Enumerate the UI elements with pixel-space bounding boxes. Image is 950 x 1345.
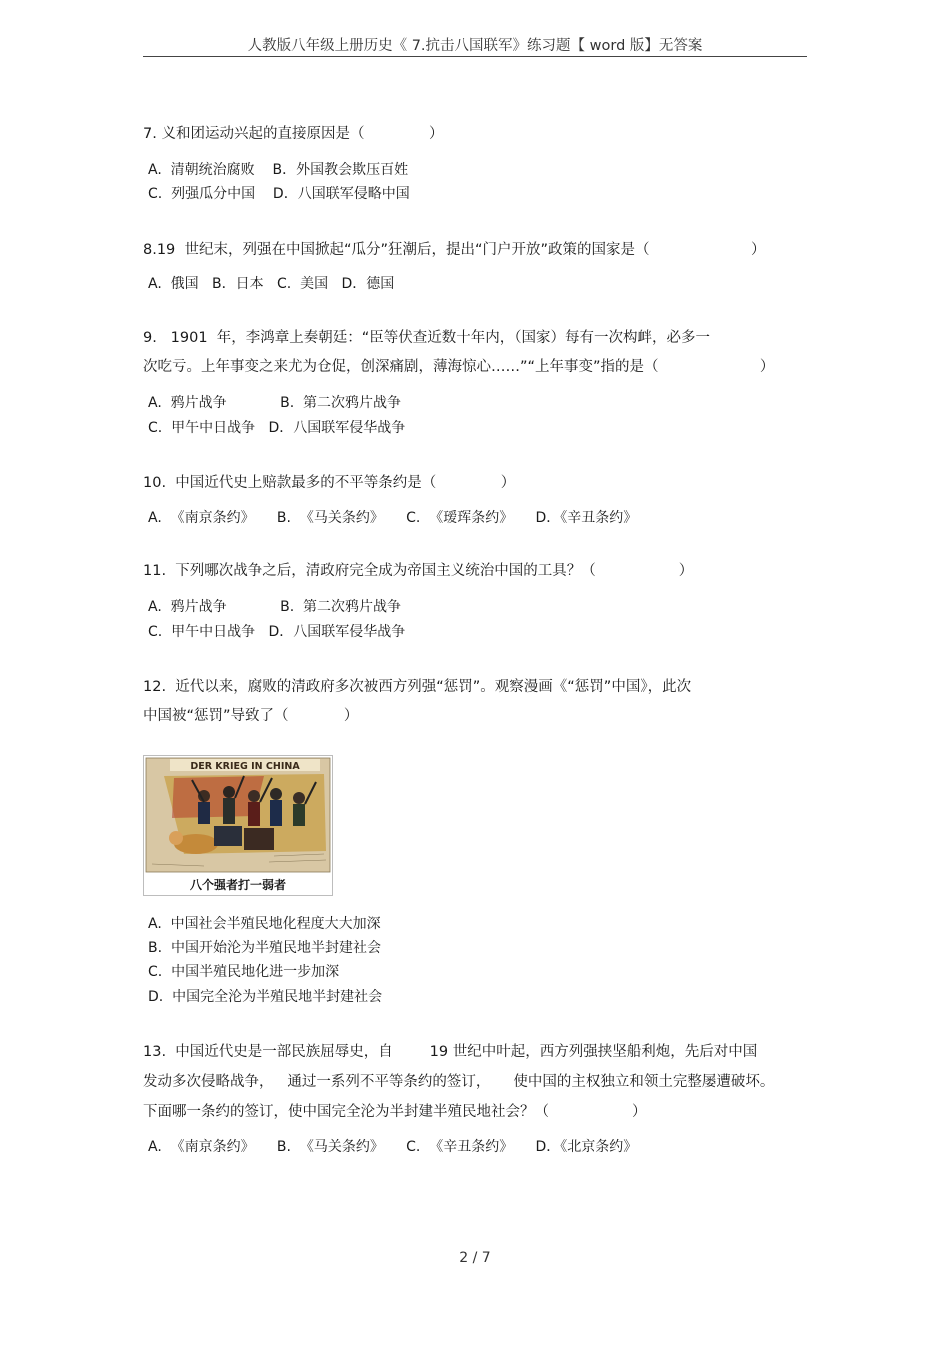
cartoon-caption: 八个强者打一弱者 bbox=[189, 878, 287, 892]
question-13-options-row1: A. 《南京条约》 B. 《马关条约》 C. 《辛丑条约》 D．《北京条约》 bbox=[148, 1139, 638, 1155]
question-7-stem: 7. 义和团运动兴起的直接原因是（ ） bbox=[143, 126, 444, 142]
cartoon-banner-text: DER KRIEG IN CHINA bbox=[190, 761, 300, 772]
question-9-stem-line2: 次吃亏。上年事变之来尤为仓促，创深痛剧，薄海惊心……”“上年事变”指的是（ ） bbox=[143, 359, 775, 375]
page-header-title: 人教版八年级上册历史《 7.抗击八国联军》练习题【 word 版】无答案 bbox=[247, 38, 703, 54]
question-9-options-row1: A. 鸦片战争 B. 第二次鸦片战争 bbox=[148, 395, 402, 411]
question-13-stem-line3: 下面哪一条约的签订，使中国完全沦为半封建半殖民地社会？（ ） bbox=[143, 1104, 647, 1120]
question-13-stem-line1: 13. 中国近代史是一部民族屈辱史，自 19 世纪中叶起，西方列强挟坚船利炮，先后对中国 bbox=[143, 1044, 758, 1060]
question-11-stem: 11. 下列哪次战争之后，清政府完全成为帝国主义统治中国的工具？（ ） bbox=[143, 563, 694, 579]
header-rule bbox=[143, 56, 807, 57]
question-9-stem-line1: 9. 1901 年，李鸿章上奏朝廷：“臣等伏查近数十年内，（国家）每有一次构衅，必多一 bbox=[143, 330, 711, 346]
question-12-option-a: A. 中国社会半殖民地化程度大大加深 bbox=[148, 916, 381, 932]
question-7-options-row1: A. 清朝统治腐败 B．外国教会欺压百姓 bbox=[148, 162, 409, 178]
question-12-option-b: B. 中国开始沦为半殖民地半封建社会 bbox=[148, 940, 381, 956]
question-10-options-row1: A. 《南京条约》 B. 《马关条约》 C. 《瑷珲条约》 D．《辛丑条约》 bbox=[148, 510, 638, 526]
question-13-stem-line2: 发动多次侵略战争， 通过一系列不平等条约的签订， 使中国的主权独立和领土完整屡遭破坏。 bbox=[143, 1074, 775, 1090]
question-10-stem: 10. 中国近代史上赔款最多的不平等条约是（ ） bbox=[143, 475, 516, 491]
question-8-options-row1: A. 俄国 B．日本 C. 美国 D．德国 bbox=[148, 276, 395, 292]
question-12-option-d: D. 中国完全沦为半殖民地半封建社会 bbox=[148, 989, 383, 1005]
question-12-stem-line2: 中国被“惩罚”导致了（ ） bbox=[143, 708, 359, 724]
question-11-options-row2: C. 甲午中日战争 D．八国联军侵华战争 bbox=[148, 624, 406, 640]
question-12-stem-line1: 12. 近代以来，腐败的清政府多次被西方列强“惩罚”。观察漫画《“惩罚”中国》，此次 bbox=[143, 679, 692, 695]
page-number: 2 / 7 bbox=[459, 1250, 491, 1266]
question-9-options-row2: C. 甲午中日战争 D．八国联军侵华战争 bbox=[148, 420, 406, 436]
cartoon-image bbox=[143, 755, 333, 896]
question-7-options-row2: C. 列强瓜分中国 D．八国联军侵略中国 bbox=[148, 186, 410, 202]
question-8-stem: 8.19 世纪末，列强在中国掀起“瓜分”狂潮后，提出“门户开放”政策的国家是（ ） bbox=[143, 242, 766, 258]
question-12-option-c: C. 中国半殖民地化进一步加深 bbox=[148, 964, 340, 980]
question-11-options-row1: A. 鸦片战争 B. 第二次鸦片战争 bbox=[148, 599, 402, 615]
